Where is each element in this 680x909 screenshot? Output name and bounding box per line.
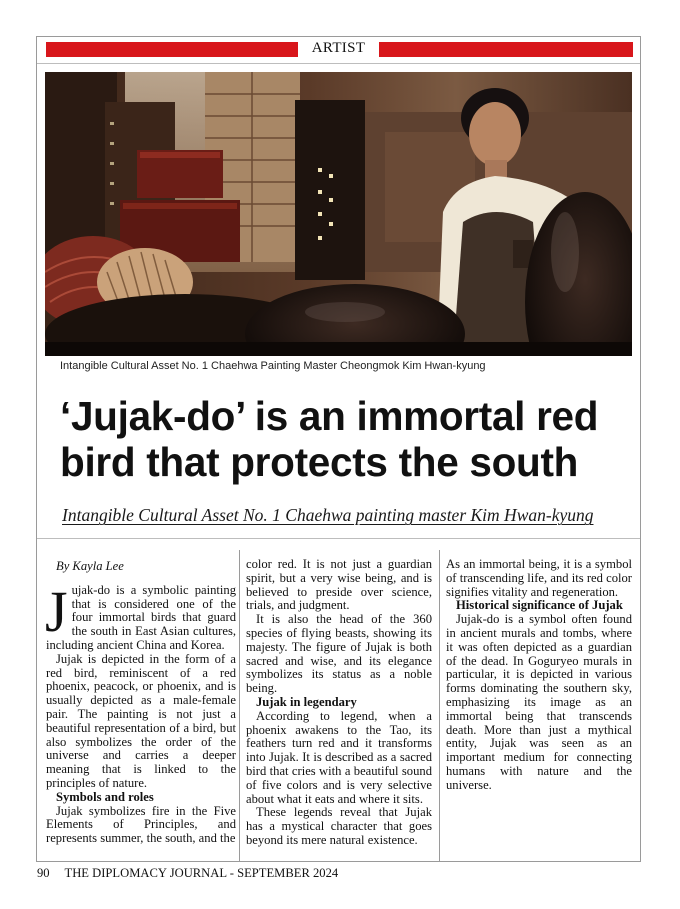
paragraph: Jujak symbolizes fire in the Five Elements of Principles, and represents summer, the south, and the xyxy=(46,803,236,846)
publication-name: THE DIPLOMACY JOURNAL - SEPTEMBER 2024 xyxy=(64,866,339,880)
section-header xyxy=(46,41,633,58)
headline-line-1: ‘Jujak-do’ is an immortal red xyxy=(60,393,599,439)
subhead-rule xyxy=(37,538,640,539)
section-subheading: Historical significance of Jujak xyxy=(456,598,623,613)
section-subheading: Symbols and roles xyxy=(56,789,154,804)
article-column-2 xyxy=(246,558,432,848)
headline xyxy=(60,393,640,485)
paragraph-continued: As an immortal being, it is a symbol of transcending life, and its red color signifies vitality and regeneration. xyxy=(446,557,632,599)
paragraph: According to legend, when a phoenix awakens to the Tao, its feathers turn red and it transforms into Jujak. It is described as a sacred bird that cries with a beautiful sound of five colors and is very selective about what it eats and where it sits. xyxy=(246,708,432,806)
section-accent-bar-right xyxy=(379,42,633,57)
paragraph: Jujak is depicted in the form of a red bird, reminiscent of a red phoenix, peacock, or phoenix, and is usually depicted as a male-female pair. The painting is not just a beautiful representation of a bird, but also symbolizes the order of the universe and carries a deeper meaning that is linked to the principles of nature. xyxy=(46,651,236,790)
article-column-3 xyxy=(446,558,632,793)
photo-caption: Intangible Cultural Asset No. 1 Chaehwa Painting Master Cheongmok Kim Hwan-kyung xyxy=(60,360,486,372)
section-accent-bar-left xyxy=(46,42,298,57)
paragraph-continued: color red. It is not just a guardian spirit, but a very wise being, and is believed to preside over science, trials, and judgment. xyxy=(246,557,432,613)
paragraph: These legends reveal that Jujak has a mystical character that goes beyond its mere natural existence. xyxy=(246,805,432,847)
paragraph xyxy=(45,578,236,653)
paragraph: Jujak-do is a symbol often found in ancient murals and tombs, where it was often depicted as a guardian of the dead. In Goguryeo murals in particular, it is depicted in various forms dominating the southern sky, emphasizing its image as an immortal being that transcends death. More than just a mythical entity, Jujak was seen as an important medium for connecting humans with nature and the universe. xyxy=(446,612,632,792)
page-footer xyxy=(37,866,338,881)
paragraph: It is also the head of the 360 species of flying beasts, showing its majesty. The figure of Jujak is both sacred and wise, and its elegance symbolizes its status as a noble being. xyxy=(246,612,432,696)
header-rule xyxy=(37,63,640,64)
headline-line-2: bird that protects the south xyxy=(60,439,579,485)
byline: By Kayla Lee xyxy=(56,559,124,573)
article-column-1 xyxy=(46,558,236,846)
page-number: 90 xyxy=(37,866,50,880)
section-subheading: Jujak in legendary xyxy=(256,694,357,709)
drop-cap: J xyxy=(45,578,68,644)
column-divider xyxy=(439,550,440,862)
column-divider xyxy=(239,550,240,862)
artist-photo xyxy=(45,72,632,356)
section-label: ARTIST xyxy=(311,40,366,56)
subheadline: Intangible Cultural Asset No. 1 Chaehwa painting master Kim Hwan-kyung xyxy=(62,505,594,525)
paragraph-text: ujak-do is a symbolic painting that is considered one of the four immortal birds that guard the south in East Asian cultures, including ancient China and Korea. xyxy=(46,582,236,652)
